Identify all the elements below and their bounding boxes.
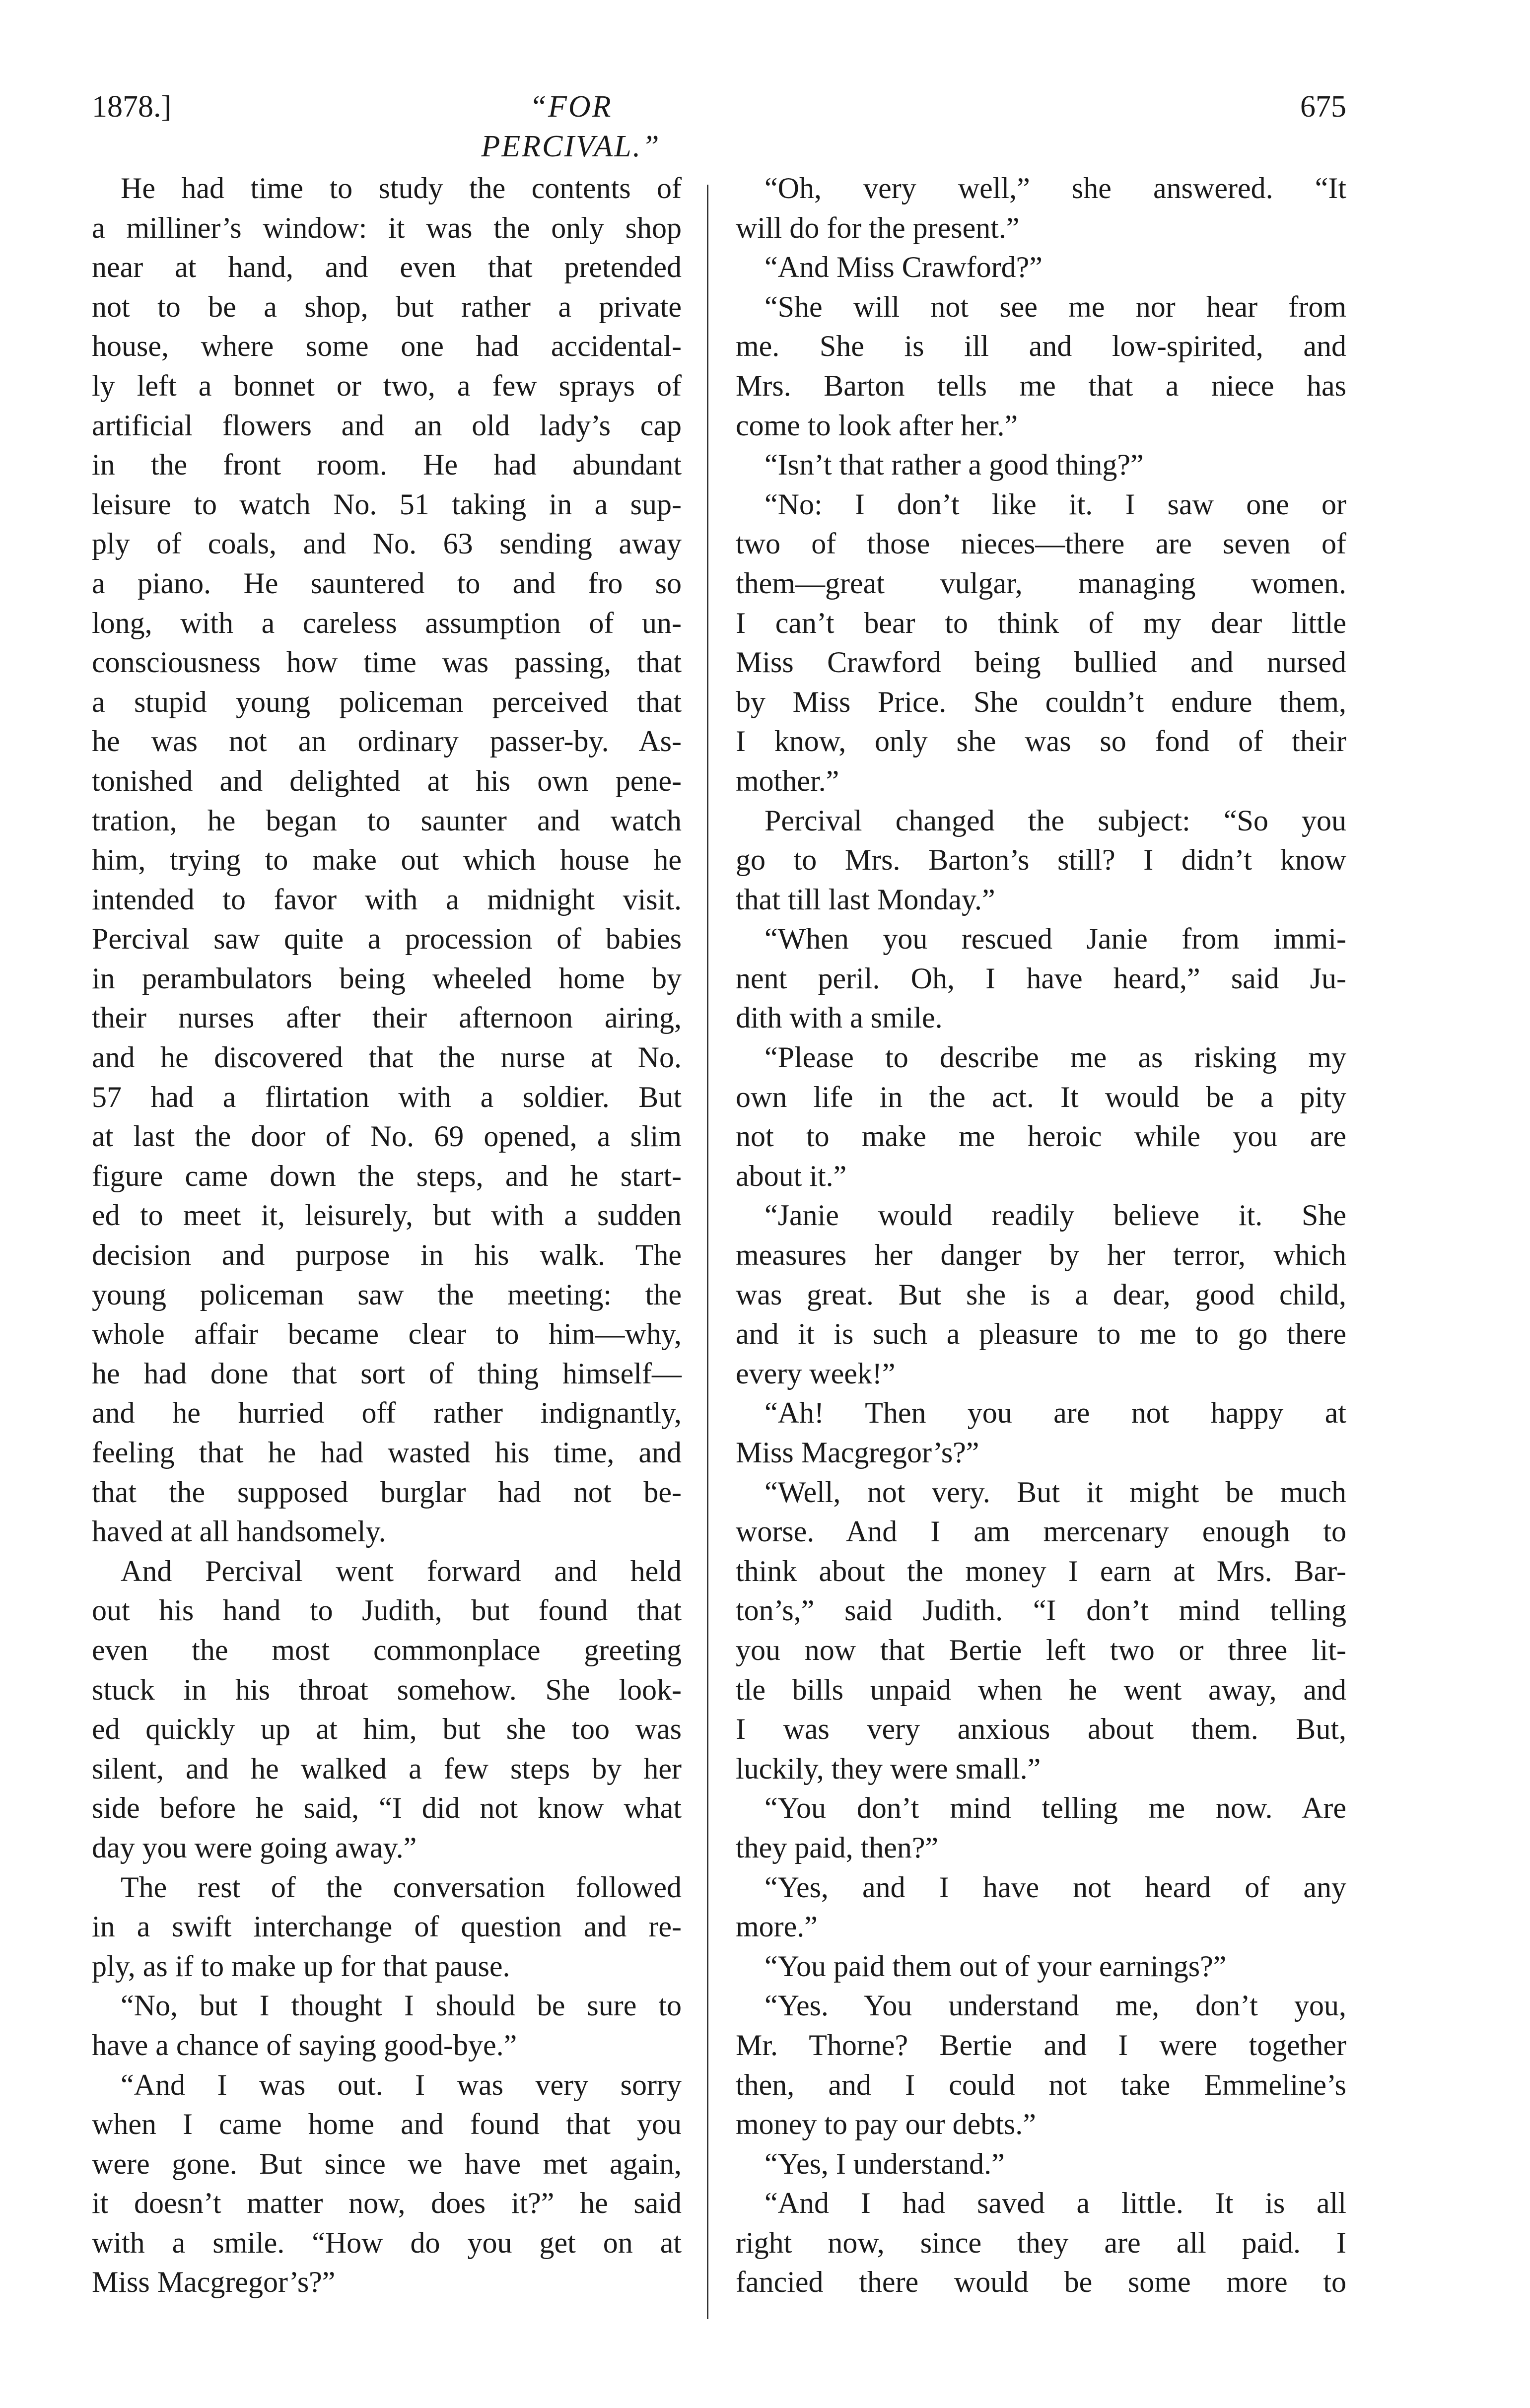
text-line: money to pay our debts.” [736,2108,1036,2141]
text-line: ply, as if to make up for that pause. [92,1949,510,1983]
text-line: The rest of the conversation followed [121,1870,682,1904]
text-line: I know, only she was so fond of their [736,725,1346,758]
text-line: fancied there would be some more to [736,2266,1346,2299]
running-head-year: 1878.] [92,90,172,124]
text-line: me. She is ill and low-spirited, and [736,330,1346,363]
text-line: it doesn’t matter now, does it?” he said [92,2187,682,2220]
text-line: day you were going away.” [92,1831,417,1864]
text-line: measures her danger by her terror, which [736,1238,1346,1272]
text-line: dith with a smile. [736,1001,943,1034]
text-line: ly left a bonnet or two, a few sprays of [92,369,682,402]
text-line: right now, since they are all paid. I [736,2226,1346,2259]
text-line: near at hand, and even that pretended [92,251,682,284]
text-line: “Well, not very. But it might be much [765,1475,1346,1509]
text-line: consciousness how time was passing, that [92,646,682,679]
text-line: tle bills unpaid when he went away, and [736,1673,1346,1706]
text-line: “Yes. You understand me, don’t you, [765,1989,1346,2022]
text-line: mother.” [736,764,839,797]
text-line: “And I was out. I was very sorry [121,2068,682,2101]
text-line: them—great vulgar, managing women. [736,566,1346,600]
text-line: they paid, then?” [736,1831,939,1864]
text-line: more.” [736,1910,818,1943]
text-line: by Miss Price. She couldn’t endure them, [736,685,1346,718]
text-line: about it.” [736,1159,847,1192]
text-line: a piano. He sauntered to and fro so [92,566,682,600]
text-line: in perambulators being wheeled home by [92,962,682,995]
text-line: side before he said, “I did not know what [92,1791,682,1825]
text-line: every week!” [736,1357,896,1390]
text-line: when I came home and found that you [92,2108,682,2141]
text-line: intended to favor with a midnight visit. [92,883,682,916]
text-line: he was not an ordinary passer-by. As- [92,725,682,758]
text-line: “Ah! Then you are not happy at [765,1396,1346,1430]
text-line: not to be a shop, but rather a private [92,290,682,323]
text-line: “Yes, I understand.” [765,2147,1005,2180]
text-line: leisure to watch No. 51 taking in a sup- [92,487,682,521]
text-line: in the front room. He had abundant [92,448,682,482]
text-line: I was very anxious about them. But, [736,1713,1346,1746]
text-line: him, trying to make out which house he [92,843,682,877]
text-line: ed to meet it, leisurely, but with a sudden [92,1199,682,1232]
text-line: out his hand to Judith, but found that [92,1594,682,1627]
text-line: artificial flowers and an old lady’s cap [92,409,682,442]
text-line: house, where some one had accidental- [92,330,682,363]
text-line: not to make me heroic while you are [736,1120,1346,1153]
text-line: have a chance of saying good-bye.” [92,2028,517,2062]
text-line: were gone. But since we have met again, [92,2147,682,2180]
text-line: two of those nieces—there are seven of [736,527,1346,560]
text-line: come to look after her.” [736,409,1018,442]
text-line: a milliner’s window: it was the only shop [92,211,682,244]
text-line: will do for the present.” [736,211,1020,244]
text-line: “And Miss Crawford?” [765,251,1043,284]
text-line: “No, but I thought I should be sure to [121,1989,682,2022]
text-line: ply of coals, and No. 63 sending away [92,527,682,560]
page-number: 675 [1300,90,1346,124]
text-line: figure came down the steps, and he start- [92,1159,682,1192]
text-line: and it is such a pleasure to me to go there [736,1317,1346,1351]
text-line: “You don’t mind telling me now. Are [765,1791,1346,1825]
text-line: “Janie would readily believe it. She [765,1199,1346,1232]
text-line: tonished and delighted at his own pene- [92,764,682,797]
text-line: Percival changed the subject: “So you [765,804,1346,837]
text-line: He had time to study the contents of [121,172,682,205]
text-line: in a swift interchange of question and re- [92,1910,682,1943]
text-line: And Percival went forward and held [121,1554,682,1587]
text-line: whole affair became clear to him—why, [92,1317,682,1351]
text-line: “She will not see me nor hear from [765,290,1346,323]
text-line: that till last Monday.” [736,883,995,916]
text-line: was great. But she is a dear, good child, [736,1278,1346,1311]
text-line: stuck in his throat somehow. She look- [92,1673,682,1706]
text-line: with a smile. “How do you get on at [92,2226,682,2259]
text-line: luckily, they were small.” [736,1752,1041,1785]
text-line: Miss Macgregor’s?” [92,2266,336,2299]
text-line: go to Mrs. Barton’s still? I didn’t know [736,843,1346,877]
column-divider [707,185,708,2319]
text-line: think about the money I earn at Mrs. Bar- [736,1554,1346,1587]
text-line: decision and purpose in his walk. The [92,1238,682,1272]
text-line: “No: I don’t like it. I saw one or [765,487,1346,521]
text-line: ed quickly up at him, but she too was [92,1713,682,1746]
text-line: tration, he began to saunter and watch [92,804,682,837]
text-line: 57 had a flirtation with a soldier. But [92,1080,682,1113]
text-column-right [736,169,1346,2302]
text-line: then, and I could not take Emmeline’s [736,2068,1346,2101]
text-line: even the most commonplace greeting [92,1633,682,1666]
text-line: “And I had saved a little. It is all [765,2187,1346,2220]
text-line: long, with a careless assumption of un- [92,606,682,639]
text-line: “Oh, very well,” she answered. “It [765,172,1346,205]
text-line: “When you rescued Janie from immi- [765,922,1346,956]
text-line: Miss Crawford being bullied and nursed [736,646,1346,679]
text-line: haved at all handsomely. [92,1515,386,1548]
text-column-left [92,169,682,2302]
text-line: Percival saw quite a procession of babies [92,922,682,956]
text-line: worse. And I am mercenary enough to [736,1515,1346,1548]
text-line: “Isn’t that rather a good thing?” [765,448,1144,482]
text-line: at last the door of No. 69 opened, a slim [92,1120,682,1153]
text-line: feeling that he had wasted his time, and [92,1436,682,1469]
text-line: that the supposed burglar had not be- [92,1475,682,1509]
text-line: and he hurried off rather indignantly, [92,1396,682,1430]
text-line: own life in the act. It would be a pity [736,1080,1346,1113]
text-line: you now that Bertie left two or three lit- [736,1633,1346,1666]
text-line: “Yes, and I have not heard of any [765,1870,1346,1904]
text-line: I can’t bear to think of my dear little [736,606,1346,639]
text-line: “Please to describe me as risking my [765,1041,1346,1074]
text-line: nent peril. Oh, I have heard,” said Ju- [736,962,1346,995]
text-line: Mrs. Barton tells me that a niece has [736,369,1346,402]
text-line: and he discovered that the nurse at No. [92,1041,682,1074]
text-line: ton’s,” said Judith. “I don’t mind telling [736,1594,1346,1627]
running-head-title: “FOR PERCIVAL.” [481,90,661,163]
text-line: young policeman saw the meeting: the [92,1278,682,1311]
text-line: Mr. Thorne? Bertie and I were together [736,2028,1346,2062]
text-line: their nurses after their afternoon airing, [92,1001,682,1034]
text-line: Miss Macgregor’s?” [736,1436,979,1469]
text-line: silent, and he walked a few steps by her [92,1752,682,1785]
text-line: a stupid young policeman perceived that [92,685,682,718]
text-line: “You paid them out of your earnings?” [765,1949,1227,1983]
text-line: he had done that sort of thing himself— [92,1357,682,1390]
